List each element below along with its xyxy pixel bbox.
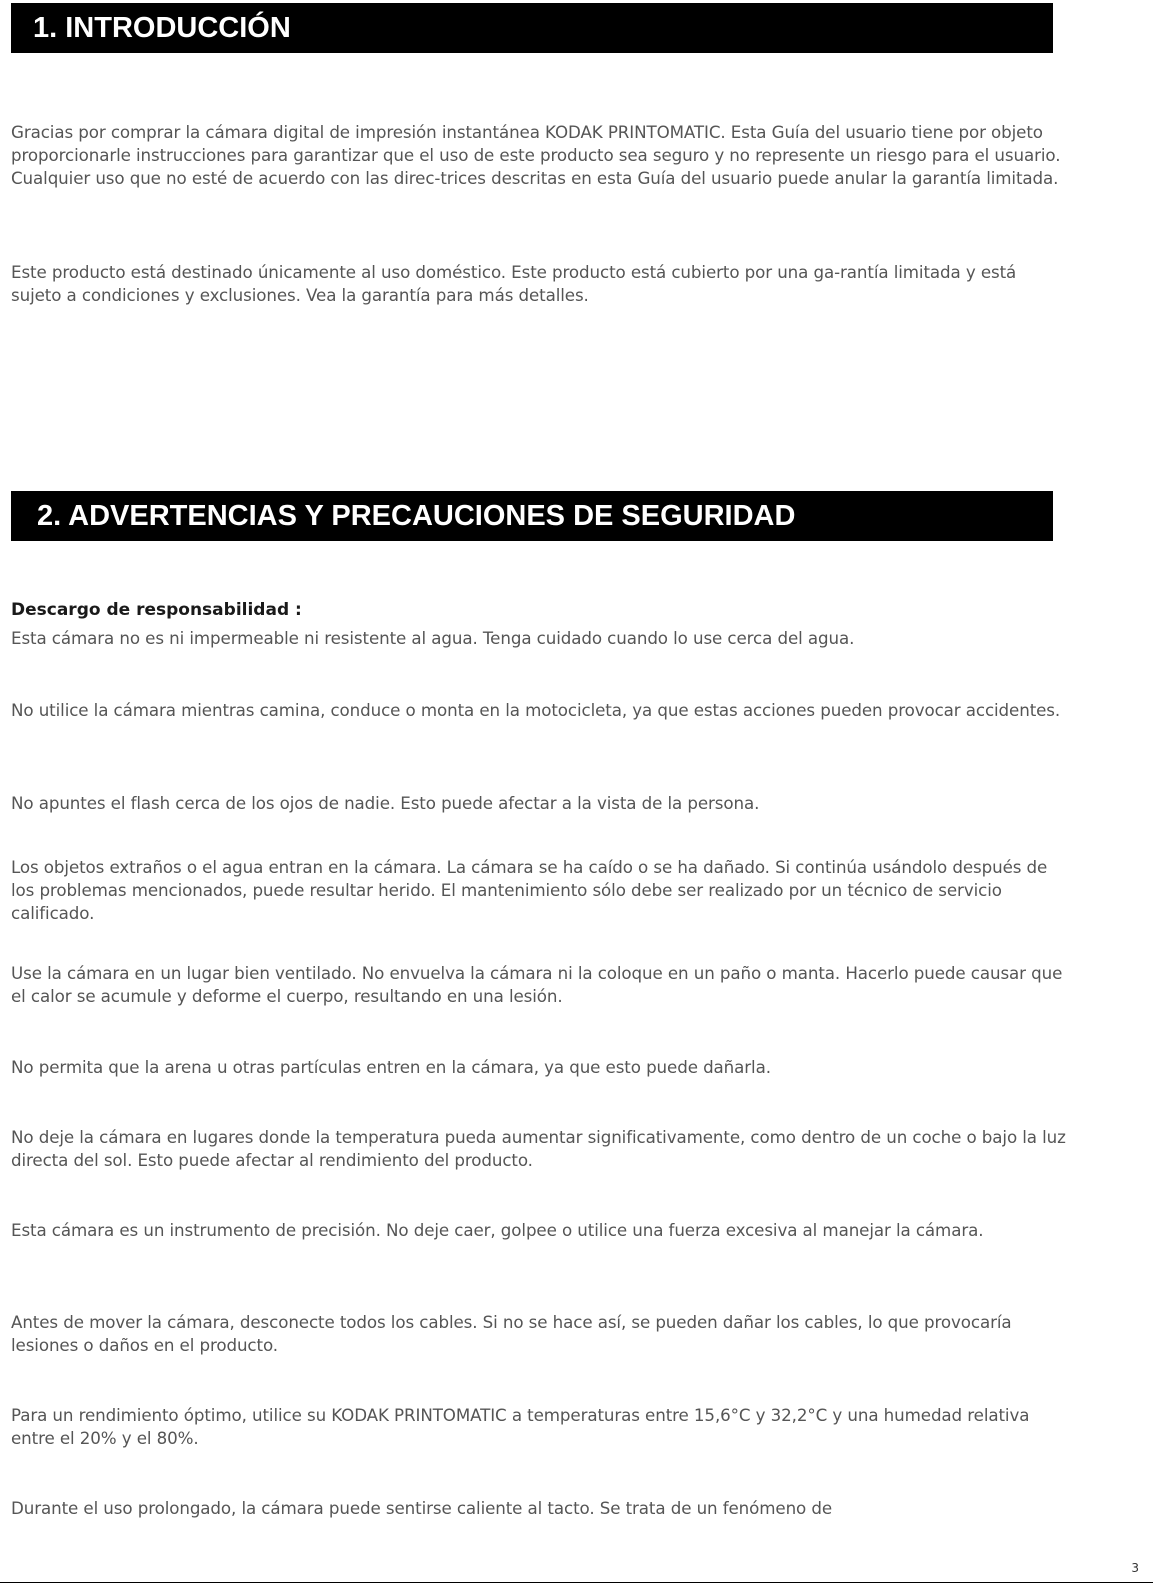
safety-paragraph-6: No permita que la arena u otras partículas entren en la cámara, ya que esto puede dañarla. (11, 1057, 771, 1077)
section-2-title: 2. ADVERTENCIAS Y PRECAUCIONES DE SEGURIDAD (11, 491, 1053, 541)
safety-paragraph-9: Antes de mover la cámara, desconecte todos los cables. Si no se hace así, se pueden dañar los cables, lo que provocaría lesiones o daños en el producto. (11, 1312, 1012, 1355)
safety-paragraph-10: Para un rendimiento óptimo, utilice su KODAK PRINTOMATIC a temperaturas entre 15,6°C y 32,2°C y una humedad relativa entre el 20% y el 80%. (11, 1405, 1030, 1448)
safety-paragraph-3: No apuntes el flash cerca de los ojos de nadie. Esto puede afectar a la vista de la persona. (11, 793, 760, 813)
safety-paragraph-2: No utilice la cámara mientras camina, conduce o monta en la motocicleta, ya que estas acciones pueden provocar accidentes. (11, 700, 1061, 720)
section-1-title: 1. INTRODUCCIÓN (11, 3, 1053, 53)
intro-paragraph-2: Este producto está destinado únicamente al uso doméstico. Este producto está cubierto por una ga-rantía limitada y está sujeto a condiciones y exclusiones. Vea la garantía para más detalles. (11, 262, 1017, 305)
disclaimer-subheading: Descargo de responsabilidad : (11, 600, 302, 620)
safety-paragraph-7: No deje la cámara en lugares donde la temperatura pueda aumentar significativamente, como dentro de un coche o bajo la luz directa del sol. Esto puede afectar al rendimiento del producto. (11, 1127, 1066, 1170)
safety-paragraph-5: Use la cámara en un lugar bien ventilado. No envuelva la cámara ni la coloque en un paño o manta. Hacerlo puede causar que el calor se acumule y deforme el cuerpo, resultando en una lesión. (11, 963, 1063, 1006)
safety-paragraph-8: Esta cámara es un instrumento de precisión. No deje caer, golpee o utilice una fuerza excesiva al manejar la cámara. (11, 1220, 984, 1240)
safety-paragraph-1: Esta cámara no es ni impermeable ni resistente al agua. Tenga cuidado cuando lo use cerca del agua. (11, 628, 855, 648)
page-number: 3 (1131, 1561, 1139, 1575)
bottom-rule (0, 1582, 1153, 1583)
intro-paragraph-1: Gracias por comprar la cámara digital de impresión instantánea KODAK PRINTOMATIC. Esta Guía del usuario tiene por objeto proporcionarle instrucciones para garantizar que el uso de este producto sea seguro y no represente un riesgo para el usuario. Cualquier uso que no esté de acuerdo con las direc-trices descritas en esta Guía del usuario puede anular la garantía limitada. (11, 122, 1061, 188)
safety-paragraph-11: Durante el uso prolongado, la cámara puede sentirse caliente al tacto. Se trata de un fenómeno de (11, 1498, 833, 1518)
safety-paragraph-4: Los objetos extraños o el agua entran en la cámara. La cámara se ha caído o se ha dañado. Si continúa usándolo después de los problemas mencionados, puede resultar herido. El mantenimiento sólo debe ser realizado por un técnico de servicio calificado. (11, 857, 1048, 923)
